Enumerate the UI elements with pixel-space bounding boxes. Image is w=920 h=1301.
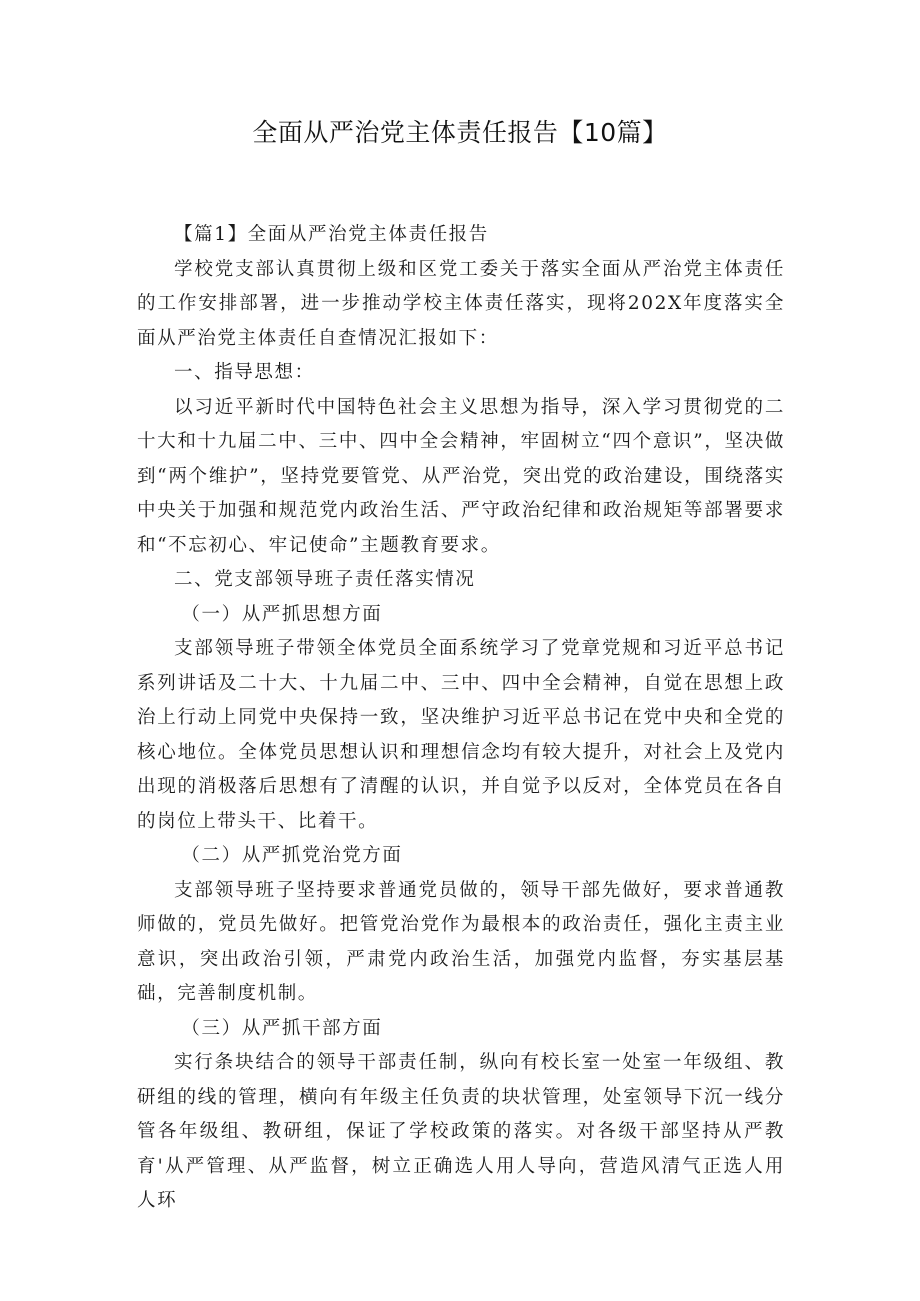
subheading-cadres: （三）从严抓干部方面 [181,1017,383,1039]
cadres-paragraph: 实行条块结合的领导干部责任制，纵向有校长室一处室一年级组、教研组的线的管理，横向有年级主任负责的块状管理，处室领导下沉一线分管各年级组、教研组，保证了学校政策的落实。对各级干部坚持从严教育'从严管理、从严监督，树立正确选人用人导向，营造风清气正选人用人环 [137,1052,785,1211]
section-heading-leadership: 二、党支部领导班子责任落实情况 [174,569,476,590]
guiding-thought-paragraph: 以习近平新时代中国特色社会主义思想为指导，深入学习贯彻党的二十大和十九届二中、三中、四中全会精神，牢固树立“四个意识”，坚决做到“两个维护”，坚持党要管党、从严治党，突出党的政治建设，围绕落实中央关于加强和规范党内政治生活、严守政治纪律和政治规矩等部署要求和“不忘初心、牢记使命”主题教育要求。 [137,396,785,556]
party-governance-paragraph: 支部领导班子坚持要求普通党员做的，领导干部先做好，要求普通教师做的，党员先做好。把管党治党作为最根本的政治责任，强化主责主业意识，突出政治引领，严肃党内政治生活，加强党内监督，夯实基层基础，完善制度机制。 [137,879,785,1004]
section-heading-guiding-thought: 一、指导思想： [174,362,315,383]
document-body [137,218,785,1219]
ideology-paragraph: 支部领导班子带领全体党员全面系统学习了党章党规和习近平总书记系列讲话及二十大、十九届二中、三中、四中全会精神，自觉在思想上政治上行动上同党中央保持一致，坚决维护习近平总书记在党中央和全党的核心地位。全体党员思想认识和理想信念均有较大提升，对社会上及党内出现的消极落后思想有了清醒的认识，并自觉予以反对，全体党员在各自的岗位上带头干、比着干。 [137,638,785,832]
document-title: 全面从严治党主体责任报告【10篇】 [252,118,668,147]
section-heading-article-1: 【篇1】全面从严治党主体责任报告 [174,224,489,245]
subheading-ideology: （一）从严抓思想方面 [181,603,383,625]
subheading-party-governance: （二）从严抓党治党方面 [181,845,403,866]
intro-paragraph: 学校党支部认真贯彻上级和区党工委关于落实全面从严治党主体责任的工作安排部署，进一步推动学校主体责任落实，现将202X年度落实全面从严治党主体责任自查情况汇报如下： [137,258,785,349]
